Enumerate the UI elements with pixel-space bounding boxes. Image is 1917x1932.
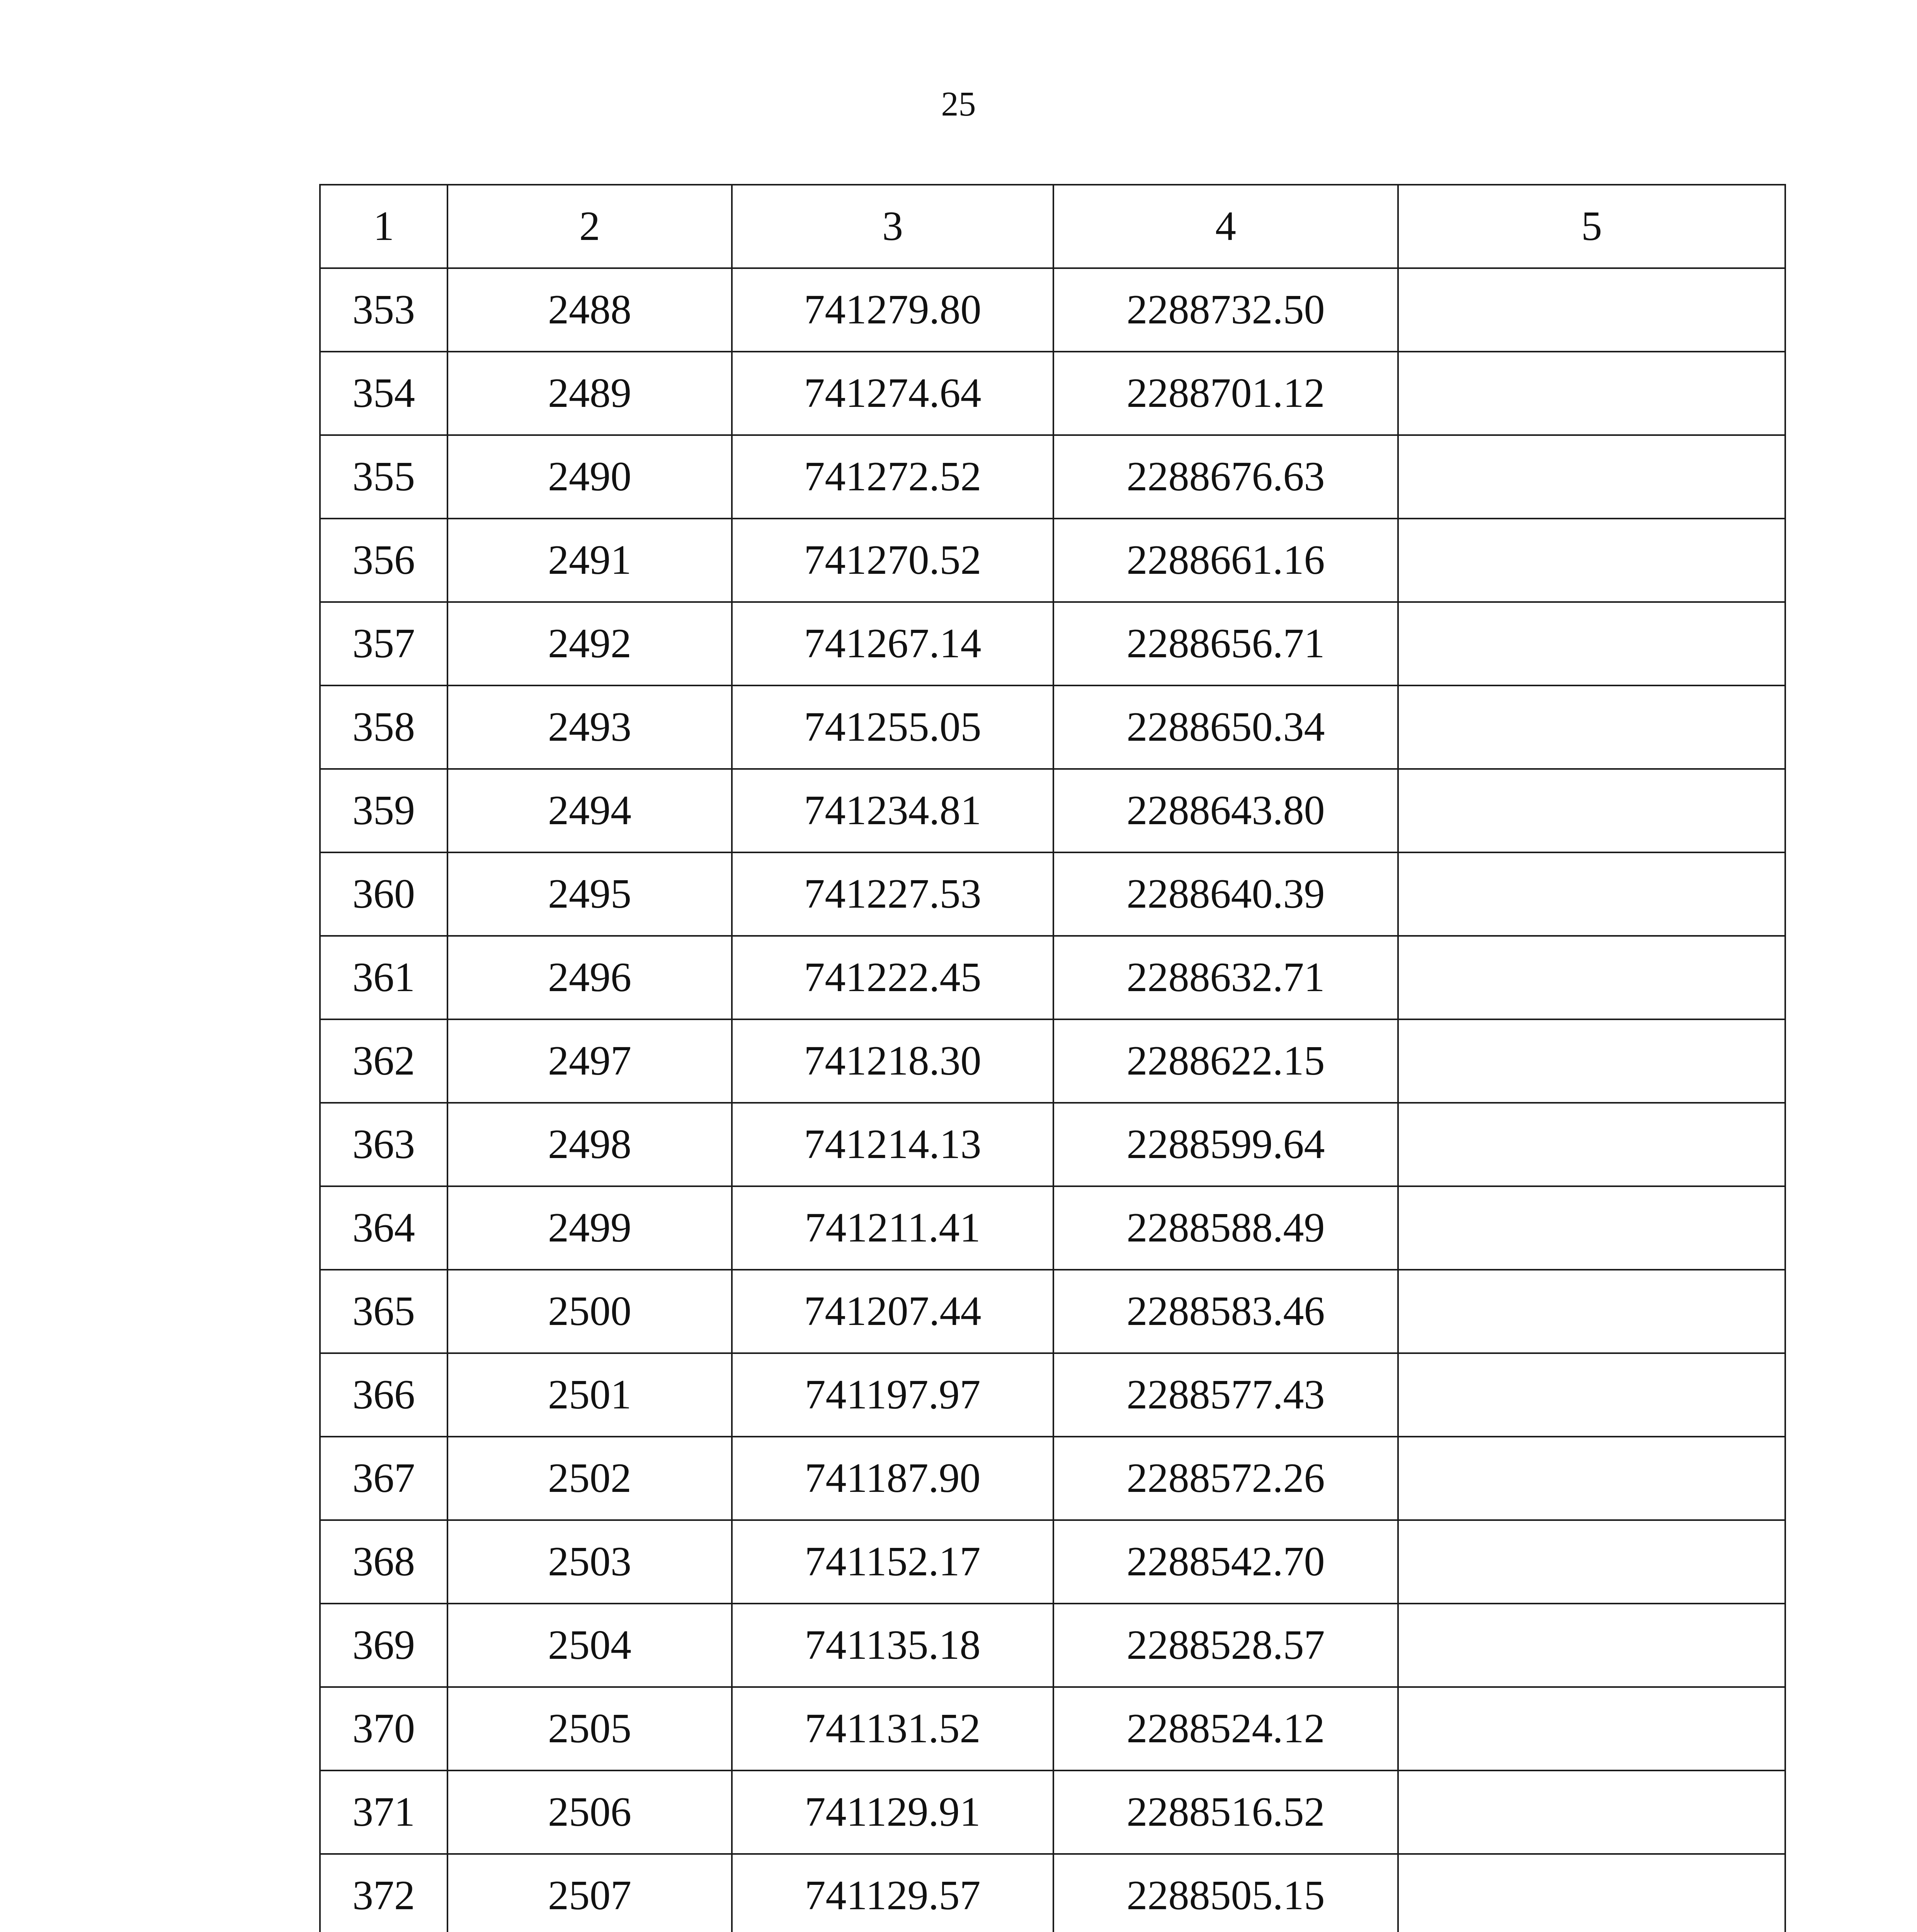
coord-y-cell: 2288542.70 (1053, 1520, 1398, 1604)
coord-y-cell: 2288676.63 (1053, 435, 1398, 519)
table-row (320, 685, 1785, 769)
row-number-cell: 368 (320, 1520, 447, 1604)
row-number-cell: 372 (320, 1854, 447, 1932)
row-number-cell: 361 (320, 936, 447, 1019)
point-number-cell: 2499 (447, 1186, 732, 1270)
table-row (320, 1019, 1785, 1103)
coord-x-cell: 741272.52 (732, 435, 1053, 519)
coord-x-cell: 741207.44 (732, 1270, 1053, 1353)
coord-x-cell: 741214.13 (732, 1103, 1053, 1186)
note-cell (1398, 1103, 1785, 1186)
note-cell (1398, 519, 1785, 602)
table-row (320, 519, 1785, 602)
coord-y-cell: 2288732.50 (1053, 268, 1398, 352)
coord-y-cell: 2288524.12 (1053, 1687, 1398, 1770)
coord-y-cell: 2288701.12 (1053, 352, 1398, 435)
row-number-cell: 355 (320, 435, 447, 519)
coord-x-cell: 741131.52 (732, 1687, 1053, 1770)
note-cell (1398, 1270, 1785, 1353)
point-number-cell: 2497 (447, 1019, 732, 1103)
table-row (320, 268, 1785, 352)
row-number-cell: 364 (320, 1186, 447, 1270)
table-row (320, 1770, 1785, 1854)
coord-y-cell: 2288572.26 (1053, 1437, 1398, 1520)
coord-y-cell: 2288577.43 (1053, 1353, 1398, 1437)
row-number-cell: 354 (320, 352, 447, 435)
table-row (320, 1270, 1785, 1353)
coord-y-cell: 2288622.15 (1053, 1019, 1398, 1103)
point-number-cell: 2500 (447, 1270, 732, 1353)
table-row (320, 1520, 1785, 1604)
table-row (320, 936, 1785, 1019)
note-cell (1398, 769, 1785, 852)
table-row (320, 1604, 1785, 1687)
note-cell (1398, 1019, 1785, 1103)
table-row (320, 1103, 1785, 1186)
coord-y-cell: 2288583.46 (1053, 1270, 1398, 1353)
coord-y-cell: 2288661.16 (1053, 519, 1398, 602)
table-row (320, 602, 1785, 685)
row-number-cell: 357 (320, 602, 447, 685)
coord-x-cell: 741187.90 (732, 1437, 1053, 1520)
note-cell (1398, 268, 1785, 352)
point-number-cell: 2494 (447, 769, 732, 852)
note-cell (1398, 1437, 1785, 1520)
point-number-cell: 2489 (447, 352, 732, 435)
page-number: 25 (941, 85, 976, 123)
note-cell (1398, 602, 1785, 685)
point-number-cell: 2507 (447, 1854, 732, 1932)
note-cell (1398, 1687, 1785, 1770)
point-number-cell: 2495 (447, 852, 732, 936)
coord-x-cell: 741227.53 (732, 852, 1053, 936)
coord-y-cell: 2288640.39 (1053, 852, 1398, 936)
table-row (320, 1437, 1785, 1520)
table-row (320, 352, 1785, 435)
note-cell (1398, 1353, 1785, 1437)
note-cell (1398, 352, 1785, 435)
table-row (320, 435, 1785, 519)
coord-y-cell: 2288528.57 (1053, 1604, 1398, 1687)
row-number-cell: 371 (320, 1770, 447, 1854)
table-row (320, 1854, 1785, 1932)
point-number-cell: 2496 (447, 936, 732, 1019)
coord-x-cell: 741255.05 (732, 685, 1053, 769)
point-number-cell: 2501 (447, 1353, 732, 1437)
point-number-cell: 2491 (447, 519, 732, 602)
coord-x-cell: 741211.41 (732, 1186, 1053, 1270)
coord-x-cell: 741234.81 (732, 769, 1053, 852)
coord-y-cell: 2288650.34 (1053, 685, 1398, 769)
row-number-cell: 369 (320, 1604, 447, 1687)
coord-y-cell: 2288632.71 (1053, 936, 1398, 1019)
row-number-cell: 360 (320, 852, 447, 936)
coord-y-cell: 2288588.49 (1053, 1186, 1398, 1270)
point-number-cell: 2504 (447, 1604, 732, 1687)
coord-x-cell: 741218.30 (732, 1019, 1053, 1103)
column-header-3: 3 (732, 185, 1053, 268)
coord-y-cell: 2288505.15 (1053, 1854, 1398, 1932)
note-cell (1398, 852, 1785, 936)
point-number-cell: 2498 (447, 1103, 732, 1186)
table-row (320, 1353, 1785, 1437)
row-number-cell: 370 (320, 1687, 447, 1770)
point-number-cell: 2493 (447, 685, 732, 769)
row-number-cell: 365 (320, 1270, 447, 1353)
point-number-cell: 2506 (447, 1770, 732, 1854)
note-cell (1398, 1770, 1785, 1854)
point-number-cell: 2490 (447, 435, 732, 519)
column-header-4: 4 (1053, 185, 1398, 268)
row-number-cell: 356 (320, 519, 447, 602)
coord-x-cell: 741129.91 (732, 1770, 1053, 1854)
table-row (320, 1687, 1785, 1770)
coord-x-cell: 741152.17 (732, 1520, 1053, 1604)
column-header-1: 1 (320, 185, 447, 268)
coord-y-cell: 2288516.52 (1053, 1770, 1398, 1854)
table-row (320, 852, 1785, 936)
coord-x-cell: 741222.45 (732, 936, 1053, 1019)
row-number-cell: 358 (320, 685, 447, 769)
coord-x-cell: 741279.80 (732, 268, 1053, 352)
coord-x-cell: 741274.64 (732, 352, 1053, 435)
row-number-cell: 367 (320, 1437, 447, 1520)
table-row (320, 1186, 1785, 1270)
coord-x-cell: 741129.57 (732, 1854, 1053, 1932)
coordinates-table (319, 184, 1786, 1932)
row-number-cell: 359 (320, 769, 447, 852)
coord-x-cell: 741197.97 (732, 1353, 1053, 1437)
point-number-cell: 2505 (447, 1687, 732, 1770)
row-number-cell: 362 (320, 1019, 447, 1103)
table-row (320, 769, 1785, 852)
coord-y-cell: 2288656.71 (1053, 602, 1398, 685)
column-header-2: 2 (447, 185, 732, 268)
coord-x-cell: 741135.18 (732, 1604, 1053, 1687)
note-cell (1398, 936, 1785, 1019)
table-header-row (320, 185, 1785, 268)
point-number-cell: 2503 (447, 1520, 732, 1604)
note-cell (1398, 1520, 1785, 1604)
row-number-cell: 363 (320, 1103, 447, 1186)
table-body (320, 268, 1785, 1932)
note-cell (1398, 435, 1785, 519)
column-header-5: 5 (1398, 185, 1785, 268)
coord-x-cell: 741270.52 (732, 519, 1053, 602)
point-number-cell: 2502 (447, 1437, 732, 1520)
note-cell (1398, 1604, 1785, 1687)
note-cell (1398, 1186, 1785, 1270)
note-cell (1398, 685, 1785, 769)
coord-y-cell: 2288599.64 (1053, 1103, 1398, 1186)
row-number-cell: 366 (320, 1353, 447, 1437)
point-number-cell: 2492 (447, 602, 732, 685)
coord-x-cell: 741267.14 (732, 602, 1053, 685)
note-cell (1398, 1854, 1785, 1932)
point-number-cell: 2488 (447, 268, 732, 352)
row-number-cell: 353 (320, 268, 447, 352)
coord-y-cell: 2288643.80 (1053, 769, 1398, 852)
